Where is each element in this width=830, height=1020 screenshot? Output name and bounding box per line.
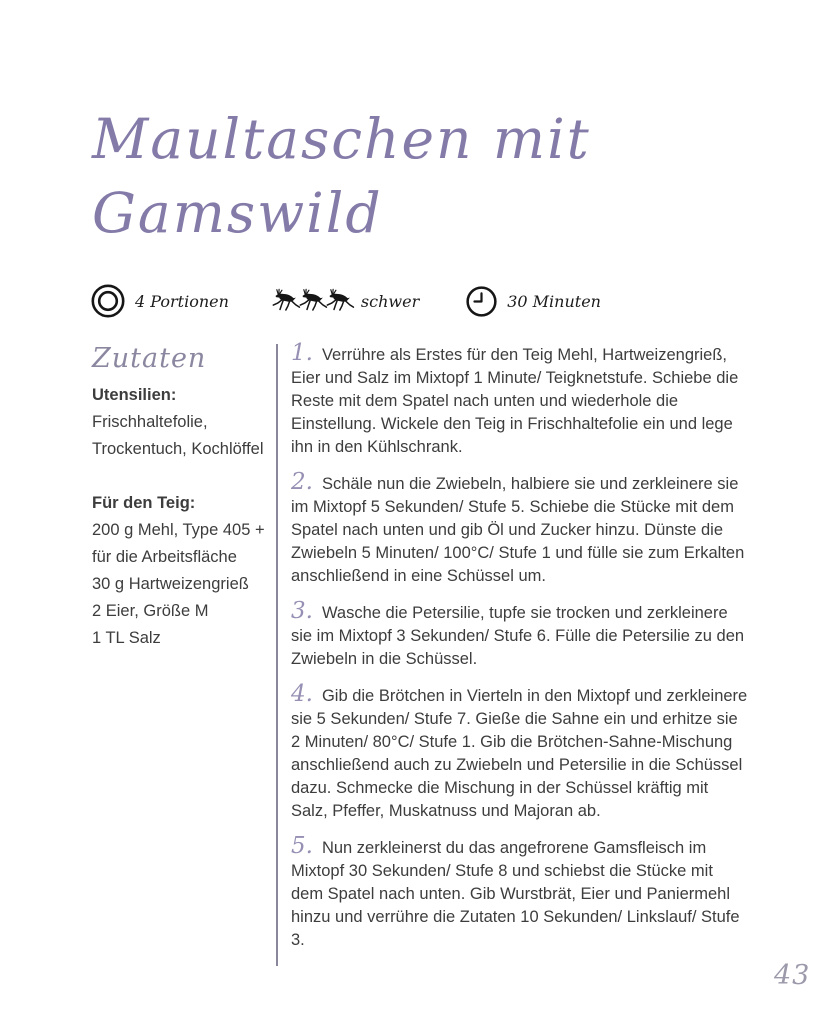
clock-icon [465,285,498,318]
ingredient-group-title: Utensilien: [92,386,177,404]
recipe-step [291,340,749,459]
plate-icon [90,283,126,319]
step-text: Nun zerkleinerst du das angefrorene Gamsfleisch im Mixtopf 30 Sekunden/ Stufe 8 und schiebst die Stücke mit dem Spatel nach unten. Gib Wurstbrät, Eier und Paniermehl hinzu und verrühre die Zutaten 10 Sekunden/ Linkslauf/ Stufe 3. [291,839,740,949]
recipe-step [291,469,749,588]
recipe-step [291,833,749,952]
ingredient-line: 200 g Mehl, Type 405 + [92,521,265,539]
recipe-title-line2: Gamswild [92,181,383,245]
difficulty-meta [271,287,419,315]
step-number: 4. [291,681,313,707]
ingredient-line: für die Arbeitsfläche [92,548,237,566]
ingredient-line: 2 Eier, Größe M [92,602,209,620]
deer-icon [271,287,301,315]
ingredient-group-title: Für den Teig: [92,494,196,512]
deer-icon [325,287,355,315]
step-text: Gib die Brötchen in Vierteln in den Mixtopf und zerkleinere sie 5 Sekunden/ Stufe 7. Gieße die Sahne ein und erhitze sie 2 Minuten/ 80°C/ Stufe 1. Gib die Brötchen-Sahne-Mischung anschließend auch zu Zwiebeln und Petersilie in die Schüssel dazu. Schmecke die Mischung in der Schüssel kräftig mit Salz, Pfeffer, Muskatnuss und Majoran ab. [291,687,748,820]
step-text: Schäle nun die Zwiebeln, halbiere sie und zerkleinere sie im Mixtopf 5 Sekunden/ Stufe 5. Schiebe die Stücke mit dem Spatel nach unten und gib Öl und Zucker hinzu. Dünste die Zwiebeln 5 Minuten/ 100°C/ Stufe 1 und fülle sie zum Erkalten anschließend in eine Schüssel um. [291,475,745,585]
recipe-content [92,340,748,966]
step-number: 2. [291,469,313,495]
column-divider [276,344,278,966]
recipe-title-line1: Maultaschen mit [92,107,591,171]
step-text: Wasche die Petersilie, tupfe sie trocken und zerkleinere sie im Mixtopf 3 Sekunden/ Stufe 6. Fülle die Petersilie zu den Zwiebeln in die Schüssel. [291,604,745,668]
time-meta [465,285,601,318]
difficulty-icons [271,287,352,315]
steps-column [291,340,749,966]
step-number: 1. [291,340,313,366]
step-text: Verrühre als Erstes für den Teig Mehl, Hartweizengrieß, Eier und Salz im Mixtopf 1 Minute/ Teigknetstufe. Schiebe die Reste mit dem Spatel nach unten und wiederhole die Einstellung. Wickele den Teig in Frischhaltefolie ein und lege ihn in den Kühlschrank. [291,346,739,456]
page-number: 43 [774,960,811,991]
recipe-meta-row [90,280,601,322]
recipe-step [291,681,749,823]
difficulty-label: schwer [360,291,420,311]
ingredients-column [92,344,264,966]
portions-label: 4 Portionen [135,291,229,311]
ingredient-line: Frischhaltefolie, [92,413,208,431]
ingredient-group-utensils [92,382,264,463]
recipe-title [92,102,591,250]
ingredient-line: 1 TL Salz [92,629,161,647]
recipe-step [291,598,749,671]
ingredient-line: Trockentuch, Kochlöffel [92,440,264,458]
ingredient-line: 30 g Hartweizengrieß [92,575,249,593]
step-number: 3. [291,598,313,624]
ingredients-heading: Zutaten [92,343,207,374]
deer-icon [298,287,328,315]
portions-meta [90,283,229,319]
step-number: 5. [291,833,313,859]
ingredient-group-dough [92,490,264,652]
time-label: 30 Minuten [507,291,601,311]
